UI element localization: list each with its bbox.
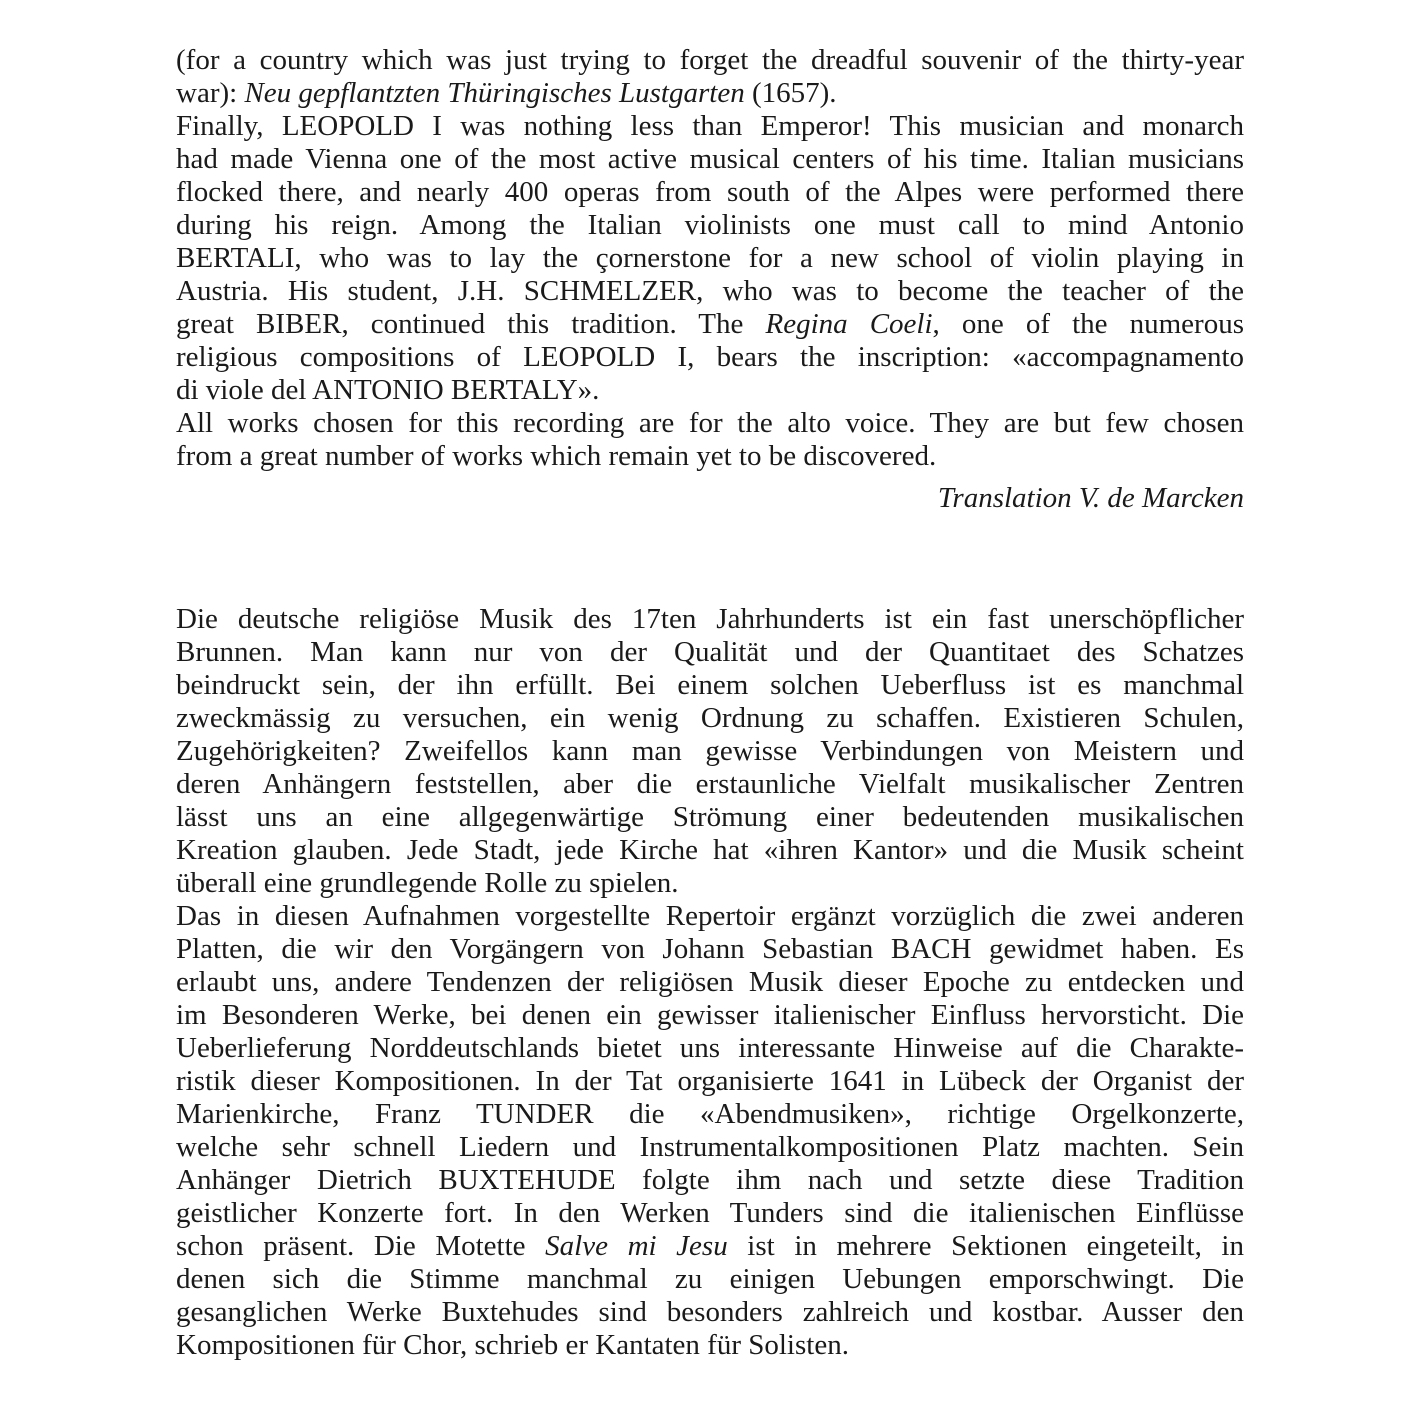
english-text-line: had made Vienna one of the most active musical centers of his time. Italian musicians [176, 143, 1244, 175]
german-text-line: erlaubt uns, andere Tendenzen der religiösen Musik dieser Epoche zu entdecken und [176, 966, 1244, 998]
german-text-line: Platten, die wir den Vorgängern von Johann Sebastian BACH gewidmet haben. Es [176, 933, 1244, 965]
line-text-before: war): [176, 77, 245, 109]
translation-credit: Translation V. de Marcken [937, 482, 1244, 514]
german-text-line: denen sich die Stimme manchmal zu einigen Uebungen emporschwingt. Die [176, 1263, 1244, 1295]
german-text-line: zweckmässig zu versuchen, ein wenig Ordnung zu schaffen. Existieren Schulen, [176, 702, 1244, 734]
german-paragraph [176, 603, 1244, 900]
german-text-line: deren Anhängern feststellen, aber die erstaunliche Vielfalt musikalischer Zentren [176, 768, 1244, 800]
german-text-line: Anhänger Dietrich BUXTEHUDE folgte ihm nach und setzte diese Tradition [176, 1164, 1244, 1196]
english-text-line: BERTALI, who was to lay the çornerstone for a new school of violin playing in [176, 242, 1244, 274]
english-text-line [176, 308, 1244, 341]
line-text-after: , one of the numerous [932, 308, 1244, 340]
english-text-line: Austria. His student, J.H. SCHMELZER, who was to become the teacher of the [176, 275, 1244, 307]
german-text-line: Brunnen. Man kann nur von der Qualität und der Quantitaet des Schatzes [176, 636, 1244, 668]
line-text-after: (1657). [744, 77, 837, 109]
german-text-line: im Besonderen Werke, bei denen ein gewisser italienischer Einfluss hervorsticht. Die [176, 999, 1244, 1031]
german-text-line: überall eine grundlegende Rolle zu spielen. [176, 867, 679, 899]
german-text-line: Zugehörigkeiten? Zweifellos kann man gewisse Verbindungen von Meistern und [176, 735, 1244, 767]
german-paragraphs [176, 603, 1244, 1362]
english-text-line: (for a country which was just trying to forget the dreadful souvenir of the thirty-year [176, 44, 1244, 76]
german-text-block [176, 603, 1244, 1362]
english-text-block [176, 44, 1244, 515]
german-text-line: Die deutsche religiöse Musik des 17ten Jahrhunderts ist ein fast unerschöpflicher [176, 603, 1244, 635]
german-text-line: Ueberlieferung Norddeutschlands bietet uns interessante Hinweise auf die Charakte- [176, 1032, 1244, 1064]
german-text-line: Kompositionen für Chor, schrieb er Kantaten für Solisten. [176, 1329, 849, 1361]
english-text-line: All works chosen for this recording are for the alto voice. They are but few chosen [176, 407, 1244, 439]
english-text-line: during his reign. Among the Italian violinists one must call to mind Antonio [176, 209, 1244, 241]
english-text-line [176, 77, 1244, 110]
english-paragraph [176, 407, 1244, 473]
line-text-after: ist in mehrere Sektionen eingeteilt, in [727, 1230, 1244, 1262]
german-text-line: beindruckt sein, der ihn erfüllt. Bei einem solchen Ueberfluss ist es manchmal [176, 669, 1244, 701]
italic-title: Neu gepflantzten Thüringisches Lustgarten [244, 77, 745, 109]
line-text-before: great BIBER, continued this tradition. The [176, 308, 766, 340]
italic-title: Regina Coeli [765, 308, 933, 340]
english-paragraph [176, 110, 1244, 407]
german-text-line: Marienkirche, Franz TUNDER die «Abendmusiken», richtige Orgelkonzerte, [176, 1098, 1244, 1130]
english-text-line: religious compositions of LEOPOLD I, bears the inscription: «accompagnamento [176, 341, 1244, 373]
english-text-line: flocked there, and nearly 400 operas from south of the Alpes were performed there [176, 176, 1244, 208]
german-text-line: gesanglichen Werke Buxtehudes sind besonders zahlreich und kostbar. Ausser den [176, 1296, 1244, 1328]
english-text-line: Finally, LEOPOLD I was nothing less than Emperor! This musician and monarch [176, 110, 1244, 142]
german-text-line: geistlicher Konzerte fort. In den Werken Tunders sind die italienischen Einflüsse [176, 1197, 1244, 1229]
german-text-line: ristik dieser Kompositionen. In der Tat organisierte 1641 in Lübeck der Organist der [176, 1065, 1244, 1097]
italic-title: Salve mi Jesu [545, 1230, 728, 1262]
german-paragraph [176, 900, 1244, 1362]
german-text-line: welche sehr schnell Liedern und Instrumentalkompositionen Platz machten. Sein [176, 1131, 1244, 1163]
german-text-line: Kreation glauben. Jede Stadt, jede Kirche hat «ihren Kantor» und die Musik scheint [176, 834, 1244, 866]
english-paragraph [176, 44, 1244, 110]
english-paragraphs [176, 44, 1244, 473]
german-text-line: Das in diesen Aufnahmen vorgestellte Repertoir ergänzt vorzüglich die zwei anderen [176, 900, 1244, 932]
line-text-before: schon präsent. Die Motette [176, 1230, 546, 1262]
english-text-line: di viole del ANTONIO BERTALY». [176, 374, 600, 406]
german-text-line [176, 1230, 1244, 1263]
german-text-line: lässt uns an eine allgegenwärtige Strömung einer bedeutenden musikalischen [176, 801, 1244, 833]
english-text-line: from a great number of works which remain yet to be discovered. [176, 440, 937, 472]
